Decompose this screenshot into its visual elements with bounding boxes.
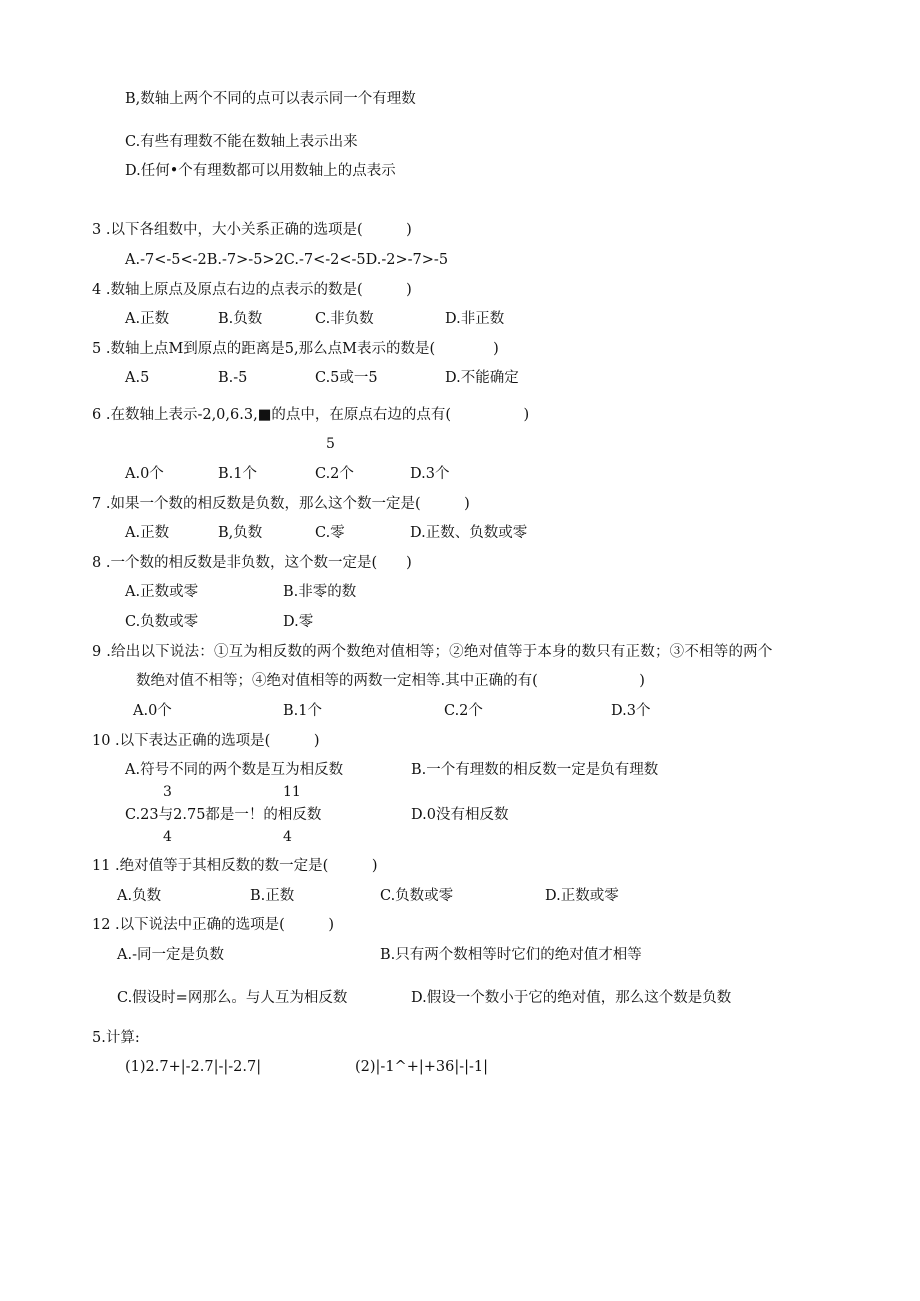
q6-option-a: A.0个 (125, 466, 164, 482)
q12-option-b: B.只有两个数相等时它们的绝对值才相等 (380, 947, 642, 963)
q8-option-a: A.正数或零 (125, 584, 199, 600)
q12-option-d: D.假设一个数小于它的绝对值，那么这个数是负数 (411, 990, 732, 1006)
q9-stem-line1: 9 .给出以下说法：①互为相反数的两个数绝对值相等；②绝对值等于本身的数只有正数；③不相等的两个 (92, 644, 773, 660)
q7-stem: 7 .如果一个数的相反数是负数，那么这个数一定是( ) (92, 496, 470, 512)
q6-option-b: B.1个 (218, 466, 257, 482)
calc-title: 5.计算: (92, 1030, 140, 1046)
q9-stem-line2: 数绝对值不相等；④绝对值相等的两数一定相等.其中正确的有( ) (136, 673, 645, 689)
q7-option-d: D.正数、负数或零 (410, 525, 528, 541)
q4-stem: 4 .数轴上原点及原点右边的点表示的数是( ) (92, 282, 412, 298)
q12-stem: 12 .以下说法中正确的选项是( ) (92, 917, 334, 933)
q4-option-c: C.非负数 (315, 311, 374, 327)
q7-option-a: A.正数 (125, 525, 170, 541)
q9-option-c: C.2个 (444, 703, 483, 719)
q8-stem: 8 .一个数的相反数是非负数，这个数一定是( ) (92, 555, 412, 571)
q10-stem: 10 .以下表达正确的选项是( ) (92, 733, 320, 749)
q7-option-c: C.零 (315, 525, 345, 541)
q8-option-d: D.零 (283, 614, 314, 630)
calc-problem-2: (2)|-1^+|+36|-|-1| (355, 1059, 489, 1075)
q4-option-d: D.非正数 (445, 311, 505, 327)
q10-option-c: C.23与2.75都是一！的相反数 (125, 807, 322, 823)
q10-option-b: B.一个有理数的相反数一定是负有理数 (411, 762, 659, 778)
q9-option-a: A.0个 (133, 703, 172, 719)
q6-fraction-denominator: 5 (326, 436, 335, 452)
q6-stem: 6 .在数轴上表示-2,0,6.3,■的点中，在原点右边的点有( ) (92, 407, 530, 423)
q10-c-denominator-2: 4 (283, 829, 292, 845)
q10-option-a: A.符号不同的两个数是互为相反数 (125, 762, 344, 778)
q5-option-d: D.不能确定 (445, 370, 519, 386)
q5-stem: 5 .数轴上点M到原点的距离是5,那么点M表示的数是( ) (92, 341, 499, 357)
q3-options: A.-7<-5<-2B.-7>-5>2C.-7<-2<-5D.-2>-7>-5 (125, 252, 449, 268)
q8-option-c: C.负数或零 (125, 614, 199, 630)
q2-option-c: C.有些有理数不能在数轴上表示出来 (125, 134, 358, 150)
q2-option-d: D.任何•个有理数都可以用数轴上的点表示 (125, 163, 396, 179)
q4-option-b: B.负数 (218, 311, 263, 327)
q11-option-c: C.负数或零 (380, 888, 454, 904)
calc-problem-1: (1)2.7+|-2.7|-|-2.7| (125, 1059, 262, 1075)
q8-option-b: B.非零的数 (283, 584, 357, 600)
q10-c-denominator-1: 4 (163, 829, 172, 845)
q5-option-a: A.5 (125, 370, 150, 386)
q12-option-a: A.-同一定是负数 (117, 947, 224, 963)
q11-option-a: A.负数 (117, 888, 162, 904)
q7-option-b: B,负数 (218, 525, 263, 541)
q4-option-a: A.正数 (125, 311, 170, 327)
q9-option-b: B.1个 (283, 703, 322, 719)
q10-c-numerator-1: 3 (163, 784, 172, 800)
q2-option-b: B,数轴上两个不同的点可以表示同一个有理数 (125, 91, 416, 107)
q10-option-d: D.0没有相反数 (411, 807, 509, 823)
q5-option-c: C.5或一5 (315, 370, 378, 386)
q9-option-d: D.3个 (611, 703, 651, 719)
q3-stem: 3 .以下各组数中，大小关系正确的选项是( ) (92, 222, 412, 238)
q6-option-c: C.2个 (315, 466, 354, 482)
q10-c-numerator-2: 11 (283, 784, 301, 800)
q11-stem: 11 .绝对值等于其相反数的数一定是( ) (92, 858, 378, 874)
q5-option-b: B.-5 (218, 370, 248, 386)
q6-option-d: D.3个 (410, 466, 450, 482)
q12-option-c: C.假设时=网那么。与人互为相反数 (117, 990, 348, 1006)
q11-option-b: B.正数 (250, 888, 295, 904)
q11-option-d: D.正数或零 (545, 888, 619, 904)
